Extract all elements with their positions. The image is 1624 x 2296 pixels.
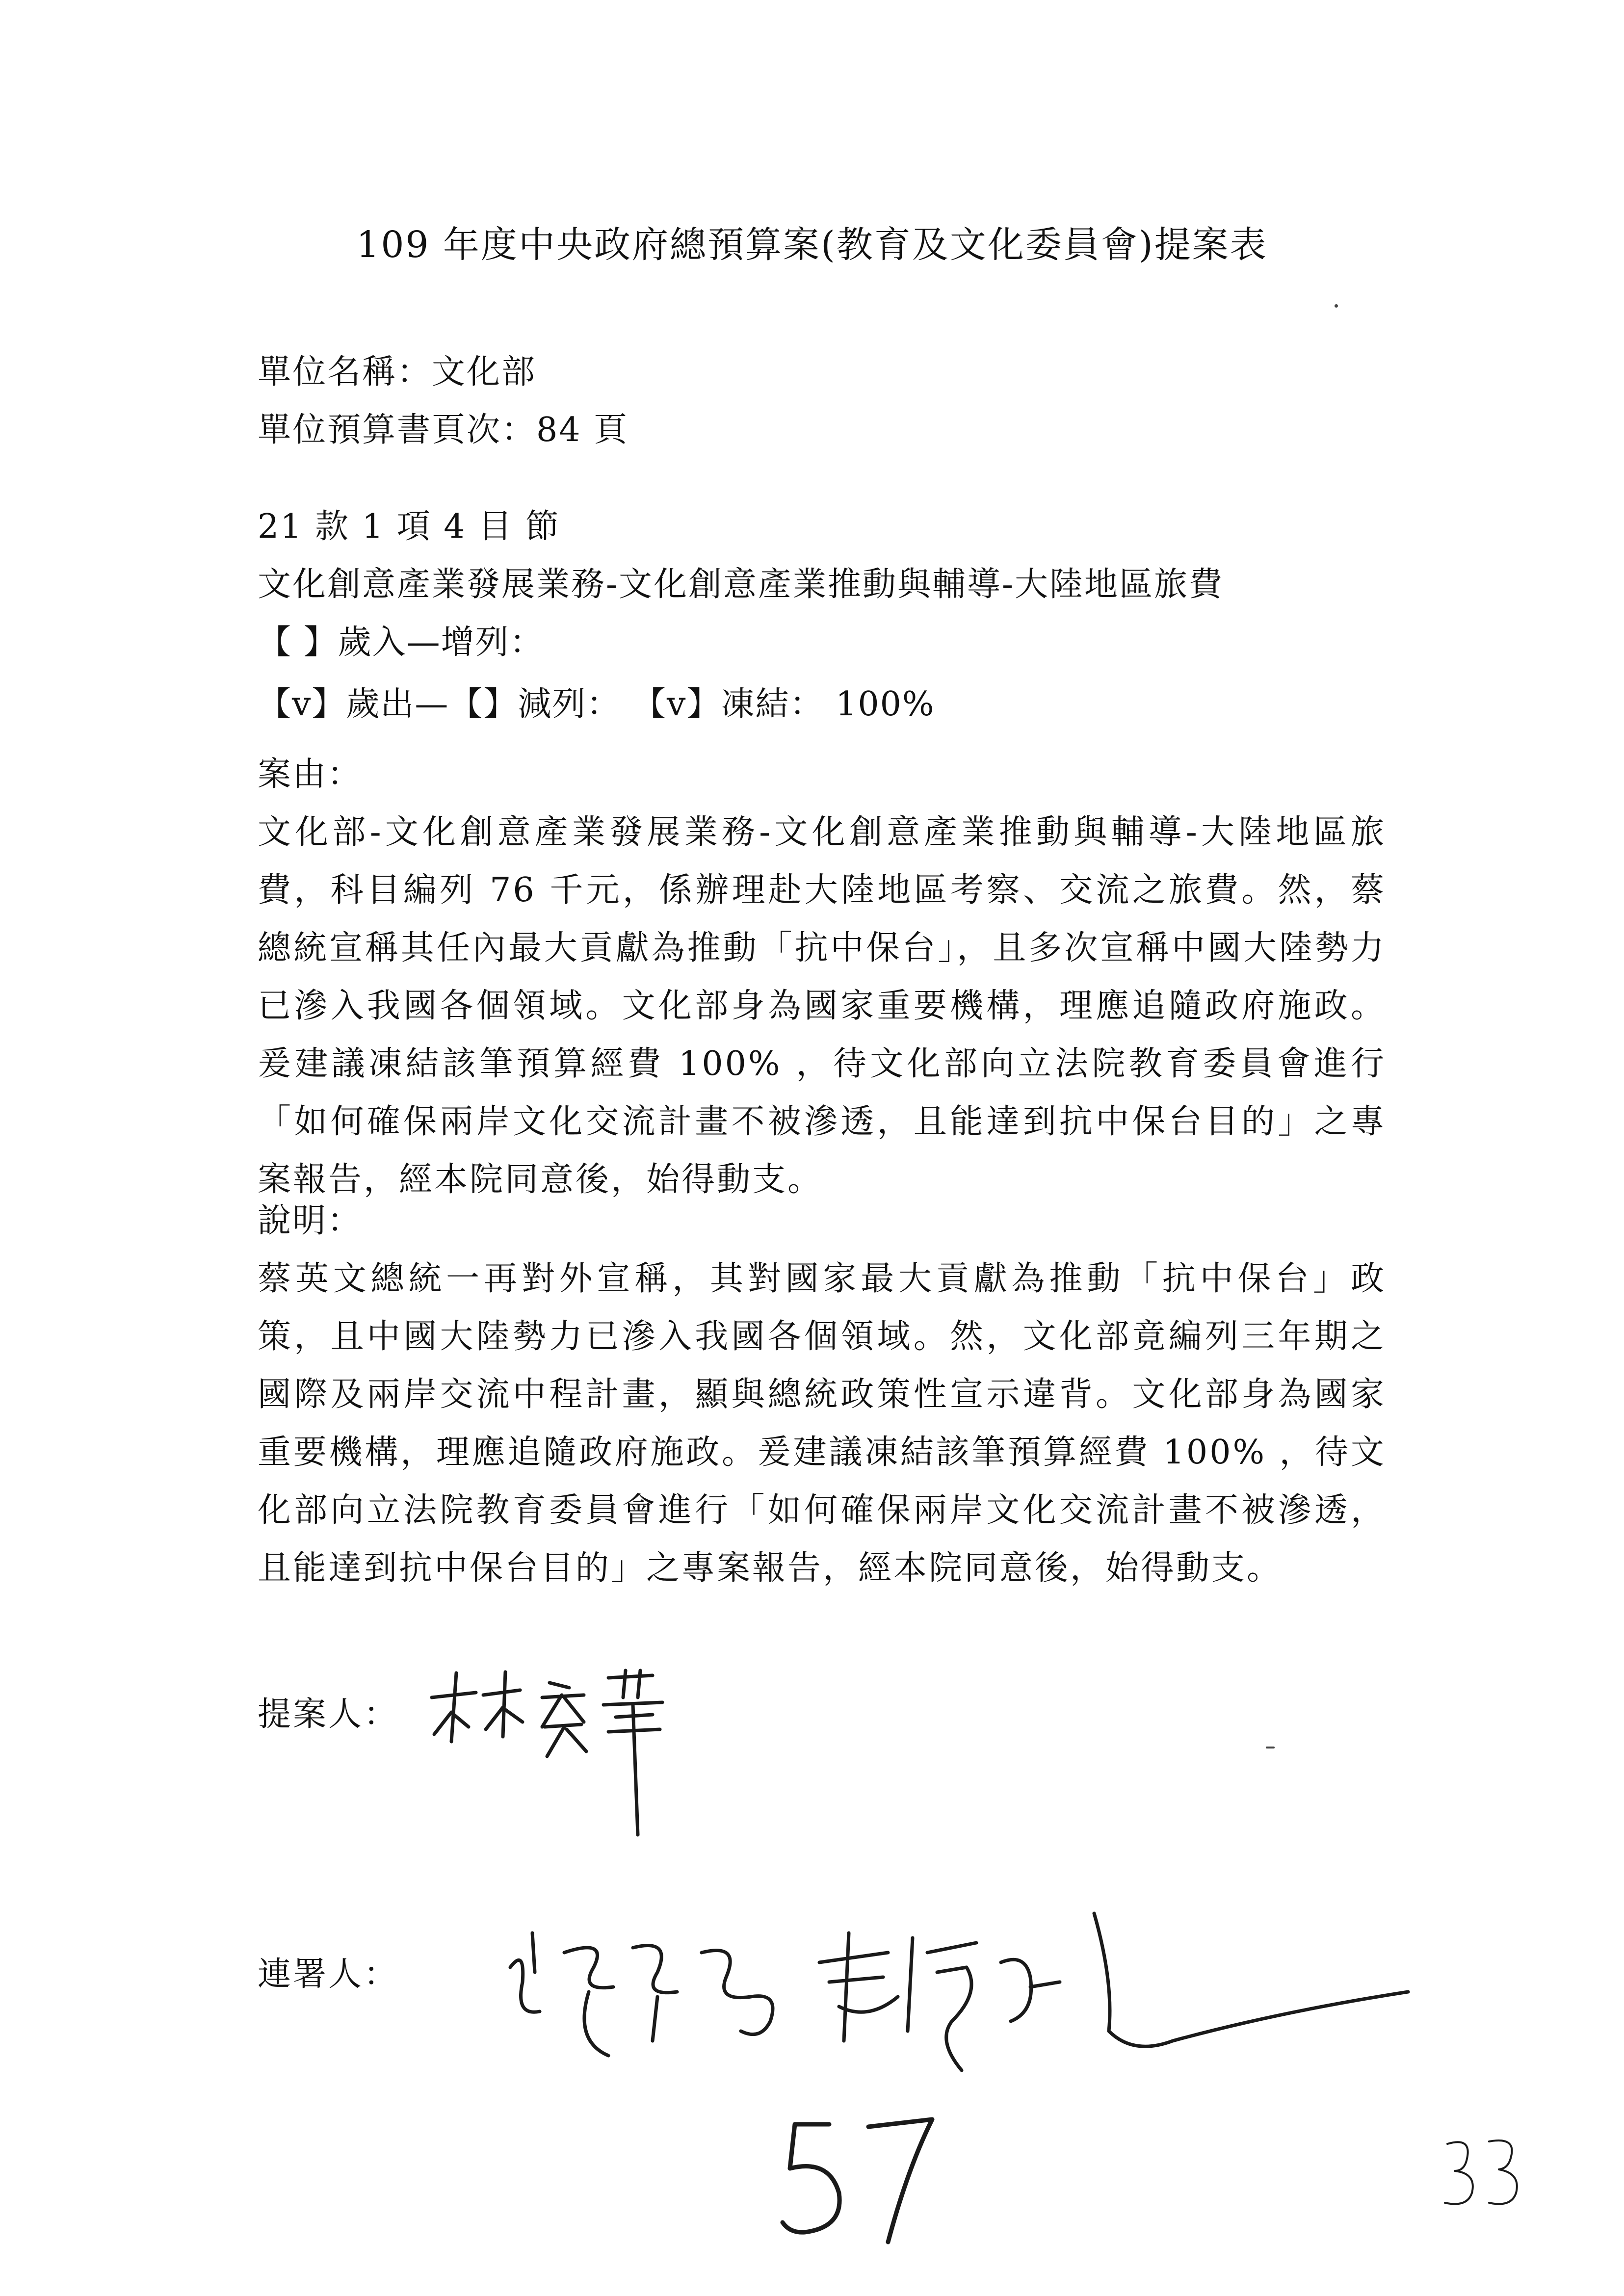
clause-line: 21 款 1 項 4 目 節 [258, 507, 560, 546]
revenue-line: 【 】歲入—增列： [258, 623, 544, 662]
explanation-section [258, 1192, 1386, 1597]
scan-speck [1266, 1747, 1275, 1748]
subject-line: 文化創意產業發展業務-文化創意產業推動與輔導-大陸地區旅費 [258, 565, 1224, 604]
unit-name-line: 單位名稱：文化部 [258, 353, 537, 391]
document-title: 109 年度中央政府總預算案(教育及文化委員會)提案表 [356, 224, 1268, 266]
handwritten-corner-number [1438, 2129, 1536, 2218]
unit-page-line: 單位預算書頁次：84 頁 [258, 411, 629, 449]
explanation-body: 蔡英文總統一再對外宣稱，其對國家最大貢獻為推動「抗中保台」政策，且中國大陸勢力已滲入我國各個領域。然，文化部竟編列三年期之國際及兩岸交流中程計畫，顯與總統政策性宣示違背。文化部身為國家重要機構，理應追隨政府施政。爰建議凍結該筆預算經費 100% ，待文化部向立法院教育委員會進行「如何確保兩岸文化交流計畫不被滲透，且能達到抗中保台目的」之專案報告，經本院同意後，始得動支。 [258, 1259, 1386, 1588]
cosigner-label: 連署人： [258, 1955, 399, 1994]
explanation-heading: 說明： [258, 1201, 363, 1240]
cosigner-signatures [496, 1894, 1428, 2110]
proposer-label: 提案人： [258, 1695, 399, 1734]
expense-line: 【v】歲出—【】減列： 【v】凍結： 100% [258, 685, 935, 724]
unit-info [258, 343, 1386, 459]
proposer-signature [422, 1668, 697, 1845]
handwritten-page-number [775, 2105, 952, 2252]
reason-section [258, 746, 1386, 1209]
reason-body: 文化部-文化創意產業發展業務-文化創意產業推動與輔導-大陸地區旅費，科目編列 76 千元，係辦理赴大陸地區考察、交流之旅費。然，蔡總統宣稱其任內最大貢獻為推動「抗中保台」，且多次宣稱中國大陸勢力已滲入我國各個領域。文化部身為國家重要機構，理應追隨政府施政。爰建議凍結該筆預算經費 100% ，待文化部向立法院教育委員會進行「如何確保兩岸文化交流計畫不被滲透，且能達到抗中保台目的」之專案報告，經本院同意後，始得動支。 [258, 813, 1386, 1199]
scan-speck [1335, 304, 1338, 308]
reason-heading: 案由： [258, 755, 363, 794]
budget-item [258, 498, 1386, 733]
